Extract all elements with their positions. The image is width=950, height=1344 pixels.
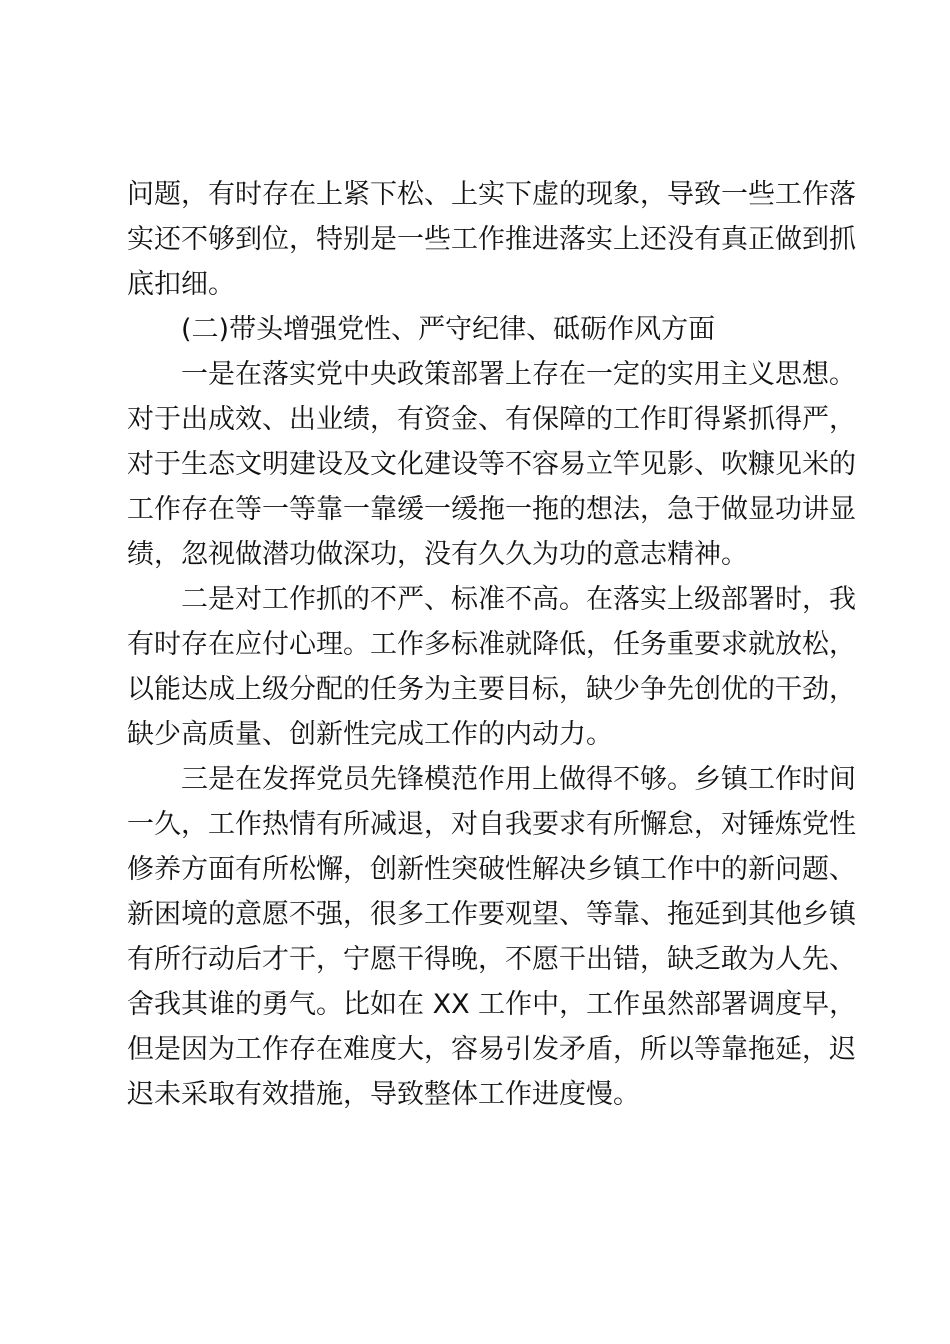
heading-text: (二)带头增强党性、严守纪律、砥砺作风方面 bbox=[181, 314, 716, 345]
text-line: 工作存在等一等靠一靠缓一缓拖一拖的想法，急于做显功讲显 bbox=[127, 494, 856, 525]
paragraph-item-1 bbox=[127, 352, 856, 577]
text-line: 绩，忽视做潜功做深功，没有久久为功的意志精神。 bbox=[127, 539, 748, 570]
text-line: 对于出成效、出业绩，有资金、有保障的工作盯得紧抓得严， bbox=[127, 404, 856, 435]
text-line: 以能达成上级分配的任务为主要目标，缺少争先创优的干劲， bbox=[127, 674, 856, 705]
text-line: 一久，工作热情有所减退，对自我要求有所懈怠，对锤炼党性 bbox=[127, 809, 856, 840]
text-line: 但是因为工作存在难度大，容易引发矛盾，所以等靠拖延，迟 bbox=[127, 1034, 856, 1065]
paragraph-item-2 bbox=[127, 577, 856, 757]
text-line: 舍我其谁的勇气。比如在 XX 工作中，工作虽然部署调度早， bbox=[127, 989, 857, 1020]
text-line: 迟未采取有效措施，导致整体工作进度慢。 bbox=[127, 1079, 640, 1110]
text-line: 底扣细。 bbox=[127, 269, 235, 300]
document-body bbox=[127, 172, 857, 1117]
paragraph-continuation bbox=[127, 172, 856, 307]
text-line: 问题，有时存在上紧下松、上实下虚的现象，导致一些工作落 bbox=[127, 179, 856, 210]
text-line: 有时存在应付心理。工作多标准就降低，任务重要求就放松， bbox=[127, 629, 856, 660]
text-line: 二是对工作抓的不严、标准不高。在落实上级部署时，我 bbox=[181, 584, 856, 615]
text-line: 有所行动后才干，宁愿干得晚，不愿干出错，缺乏敢为人先、 bbox=[127, 944, 856, 975]
text-line: 三是在发挥党员先锋模范作用上做得不够。乡镇工作时间 bbox=[181, 764, 856, 795]
text-line: 缺少高质量、创新性完成工作的内动力。 bbox=[127, 719, 613, 750]
text-line: 实还不够到位，特别是一些工作推进落实上还没有真正做到抓 bbox=[127, 224, 856, 255]
text-line: 新困境的意愿不强，很多工作要观望、等靠、拖延到其他乡镇 bbox=[127, 899, 856, 930]
text-line: 对于生态文明建设及文化建设等不容易立竿见影、吹糠见米的 bbox=[127, 449, 856, 480]
paragraph-item-3 bbox=[127, 757, 857, 1117]
text-line: 一是在落实党中央政策部署上存在一定的实用主义思想。 bbox=[181, 359, 856, 390]
text-line: 修养方面有所松懈，创新性突破性解决乡镇工作中的新问题、 bbox=[127, 854, 856, 885]
section-heading bbox=[127, 307, 821, 352]
